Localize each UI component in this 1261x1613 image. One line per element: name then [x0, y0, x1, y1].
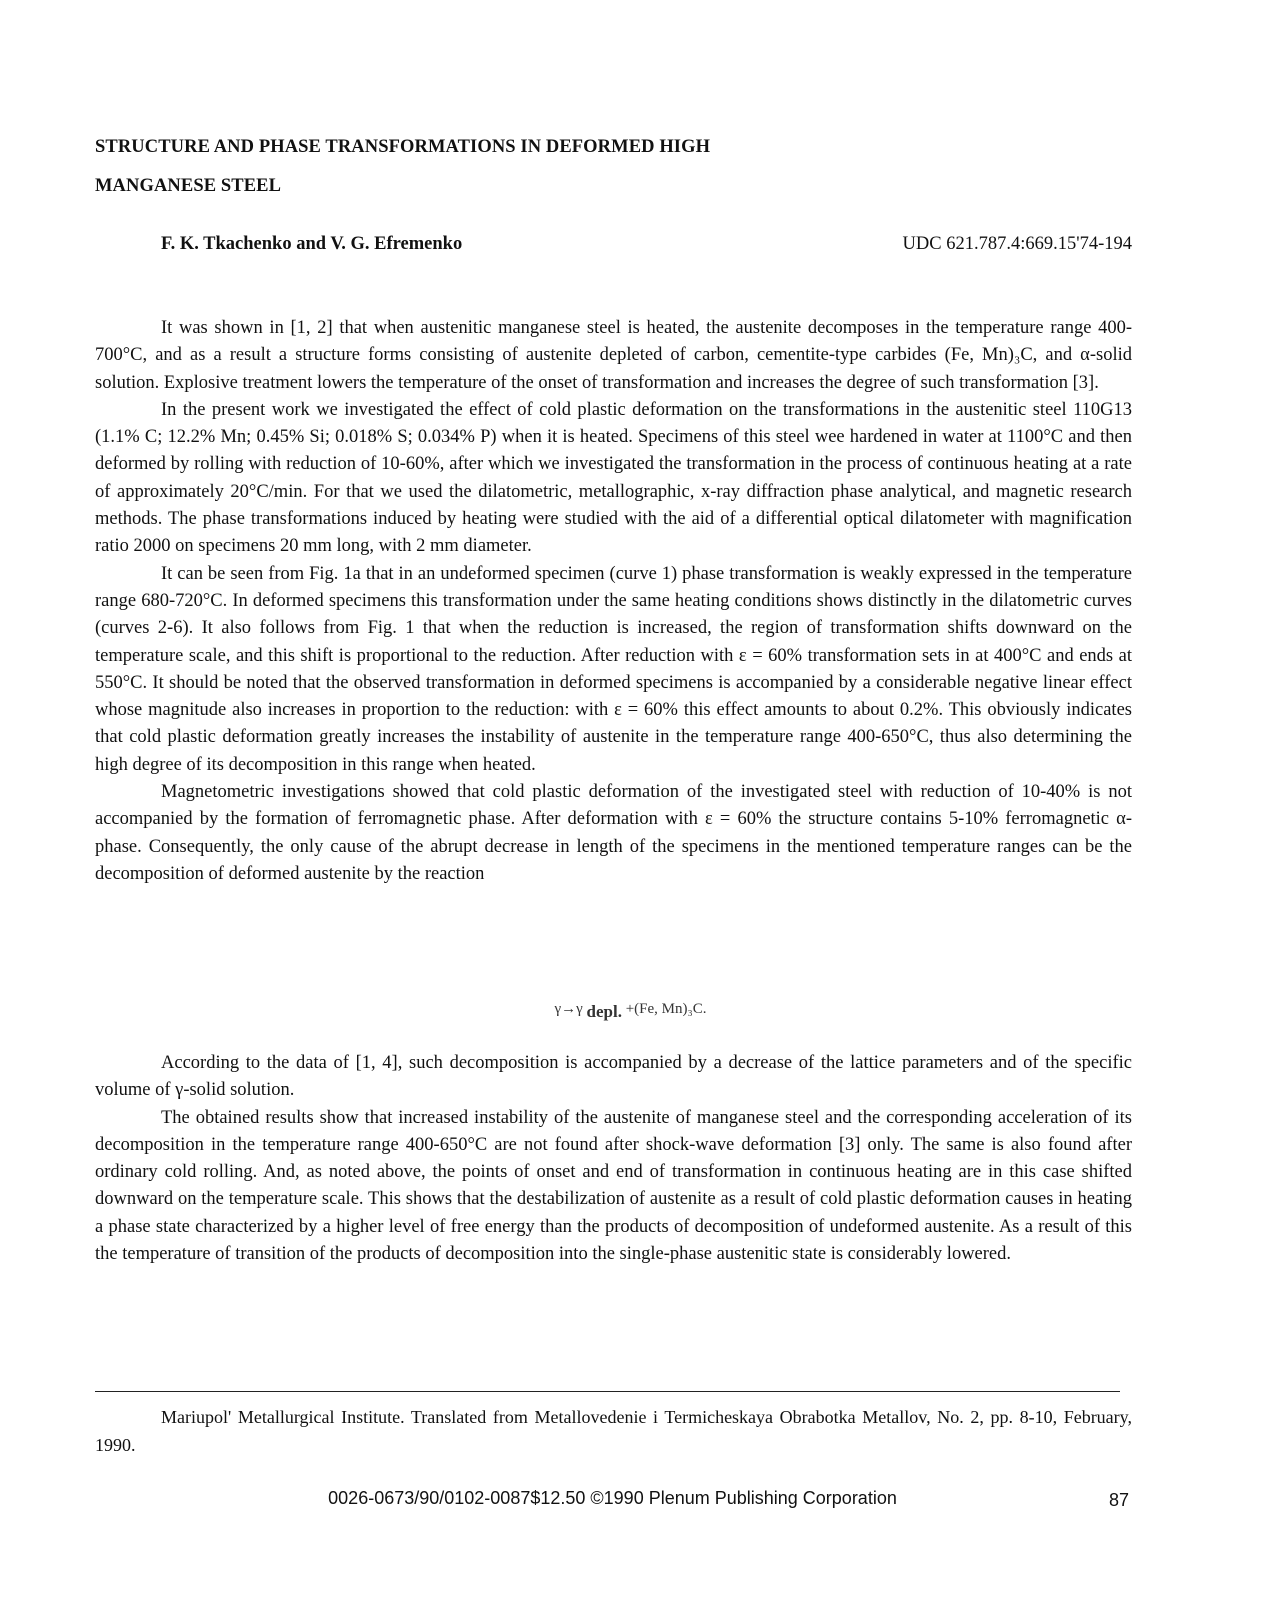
- equation-left: γ→γ: [554, 1001, 583, 1017]
- title-line-2: MANGANESE STEEL: [95, 176, 282, 196]
- copyright-line: 0026-0673/90/0102-0087$12.50 ©1990 Plenum Publishing Corporation: [328, 1488, 897, 1508]
- footnote-divider: [95, 1391, 1120, 1392]
- paragraph-2: In the present work we investigated the effect of cold plastic deformation on the transformations in the austenitic steel 110G13 (1.1% C; 12.2% Mn; 0.45% Si; 0.018% S; 0.034% P) when it is heated. Specimens of this steel wee hardened in water at 1100°C and then deformed by rolling with reduction of 10-60%, after which we investigated the transformation in the process of continuous heating at a rate of approximately 20°C/min. For that we used the dilatometric, metallographic, x-ray diffraction phase analytical, and magnetic research methods. The phase transformations induced by heating were studied with the aid of a differential optical dilatometer with magnification ratio 2000 on specimens 20 mm long, with 2 mm diameter.: [95, 399, 1132, 557]
- equation-subscript: depl.: [586, 1002, 622, 1021]
- authors: F. K. Tkachenko and V. G. Efremenko: [161, 234, 463, 254]
- page-number: 87: [1108, 1490, 1129, 1510]
- reaction-equation: [0, 1001, 1261, 1022]
- body-block-1: [95, 315, 1132, 888]
- body-block-2: [95, 1050, 1132, 1268]
- footnote: Mariupol' Metallurgical Institute. Translated from Metallovedenie i Termicheskaya Obrabotka Metallov, No. 2, pp. 8-10, February, 1990.: [95, 1407, 1132, 1455]
- udc-code: UDC 621.787.4:669.15'74-194: [902, 234, 1132, 254]
- title-line-1: STRUCTURE AND PHASE TRANSFORMATIONS IN DEFORMED HIGH: [95, 137, 711, 157]
- paragraph-5: According to the data of [1, 4], such decomposition is accompanied by a decrease of the lattice parameters and of the specific volume of γ-solid solution.: [95, 1053, 1132, 1101]
- paragraph-6: The obtained results show that increased instability of the austenite of manganese steel and the corresponding acceleration of its decomposition in the temperature range 400-650°C are not found after shock-wave deformation [3] only. The same is also found after ordinary cold rolling. And, as noted above, the points of onset and end of transformation in continuous heating are in this case shifted downward on the temperature scale. This shows that the destabilization of austenite as a result of cold plastic deformation causes in heating a phase state characterized by a higher level of free energy than the products of decomposition of undeformed austenite. As a result of this the temperature of transition of the products of decomposition into the single-phase austenitic state is considerably lowered.: [95, 1107, 1132, 1265]
- equation-right: +(Fe, Mn)₃C.: [625, 1001, 707, 1017]
- paragraph-4: Magnetometric investigations showed that cold plastic deformation of the investigated steel with reduction of 10-40% is not accompanied by the formation of ferromagnetic phase. After deformation with ε = 60% the structure contains 5-10% ferromagnetic α-phase. Consequently, the only cause of the abrupt decrease in length of the specimens in the mentioned temperature ranges can be the decomposition of deformed austenite by the reaction: [95, 782, 1132, 884]
- article-title: [95, 128, 995, 206]
- paragraph-3: It can be seen from Fig. 1a that in an undeformed specimen (curve 1) phase transformation is weakly expressed in the temperature range 680-720°C. In deformed specimens this transformation under the same heating conditions shows distinctly in the dilatometric curves (curves 2-6). It also follows from Fig. 1 that when the reduction is increased, the region of transformation shifts downward on the temperature scale, and this shift is proportional to the reduction. After reduction with ε = 60% transformation sets in at 400°C and ends at 550°C. It should be noted that the observed transformation in deformed specimens is accompanied by a considerable negative linear effect whose magnitude also increases in proportion to the reduction: with ε = 60% this effect amounts to about 0.2%. This obviously indicates that cold plastic deformation greatly increases the instability of austenite in the temperature range 400-650°C, thus also determining the high degree of its decomposition in this range when heated.: [95, 563, 1132, 775]
- paragraph-1: It was shown in [1, 2] that when austenitic manganese steel is heated, the austenite decomposes in the temperature range 400-700°C, and as a result a structure forms consisting of austenite depleted of carbon, cementite-type carbides (Fe, Mn)₃C, and α-solid solution. Explosive treatment lowers the temperature of the onset of transformation and increases the degree of such transformation [3].: [95, 318, 1132, 393]
